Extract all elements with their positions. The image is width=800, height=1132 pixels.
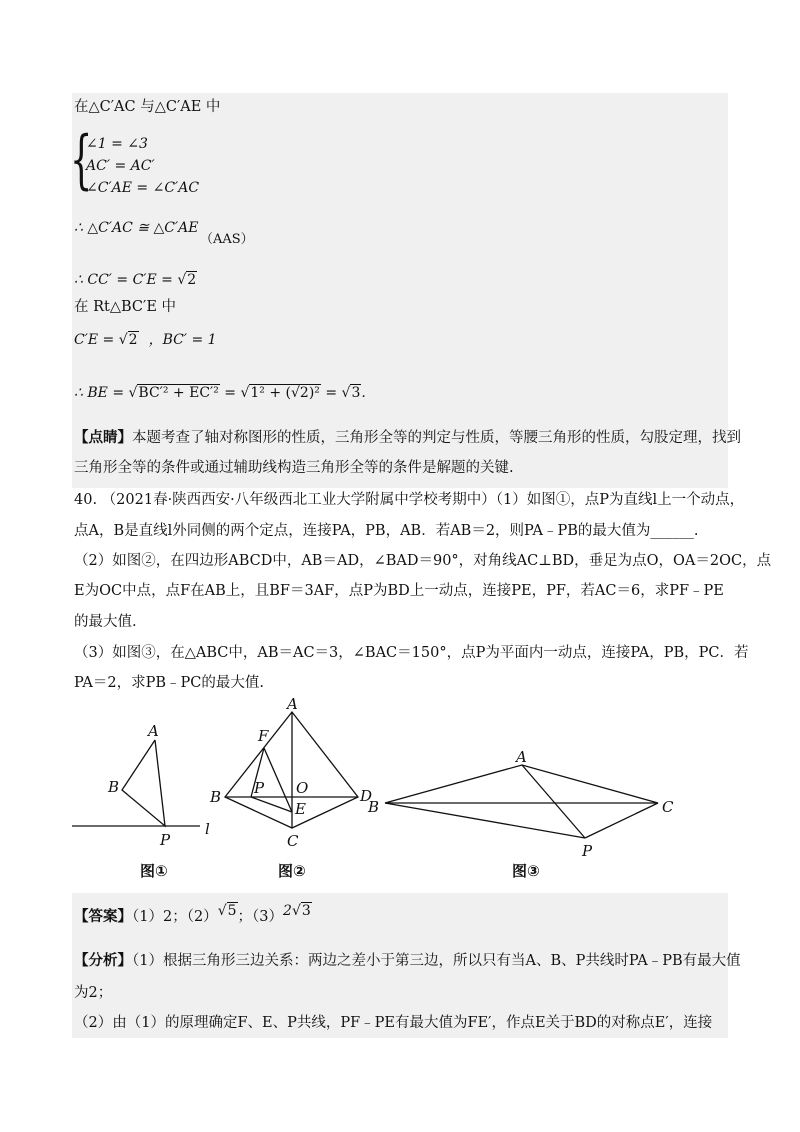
sqrt-2: √2: [177, 272, 197, 288]
fig1-label-a: A: [148, 722, 159, 740]
question-text-1: （2021春·陕西西安·八年级西北工业大学附属中学校考期中）（1）如图①，点P为直线l上一个动点，: [101, 492, 745, 508]
system-brace: {: [70, 123, 93, 197]
fig1-caption: 图①: [140, 862, 168, 880]
sqrt-be: √BC′² + EC′²: [128, 385, 219, 401]
figure-3: [385, 765, 658, 838]
fig1-label-p: P: [160, 831, 171, 849]
fig3-label-p: P: [582, 842, 593, 860]
answer-sqrt-5: √5: [217, 903, 237, 919]
fig3-caption: 图③: [512, 862, 540, 880]
question-line-5: 的最大值.: [74, 614, 137, 630]
fig2-label-o: O: [296, 779, 309, 797]
question-line-4: E为OC中点，点F在AB上，且BF＝3AF，点P为BD上一动点，连接PE，PF，若AC＝6，求PF﹣PE: [74, 583, 724, 599]
bc-label: ，BC′ = 1: [148, 332, 217, 348]
proof-intro: 在△C′AC 与△C′AE 中: [74, 99, 221, 115]
fig3-label-c: C: [662, 798, 674, 816]
fig1-label-b: B: [108, 778, 120, 796]
segment-fe: [264, 748, 292, 812]
fig3-label-b: B: [368, 798, 380, 816]
segment-pa: [522, 765, 585, 838]
analysis-line-1: [74, 951, 741, 971]
ce-statement: [74, 330, 217, 350]
question-line-6: （3）如图③，在△ABC中，AB＝AC＝3，∠BAC＝150°，点P为平面内一动点，连接PA，PB，PC．若: [74, 645, 749, 661]
system-row-3: ∠C′AE = ∠C′AC: [86, 180, 200, 196]
answer-line: [74, 903, 312, 927]
fig2-label-a: A: [287, 695, 298, 713]
fig3-label-a: A: [516, 748, 527, 766]
fig2-caption: 图②: [278, 862, 306, 880]
figures: [0, 690, 800, 890]
sqrt-3: √3: [341, 385, 361, 401]
be-mid: =: [219, 385, 241, 401]
fig2-label-b: B: [210, 788, 222, 806]
comment-tag: 【点睛】: [74, 429, 132, 446]
triangle-abp: [122, 740, 165, 826]
fig1-label-l: l: [205, 820, 210, 838]
analysis-line-3: （2）由（1）的原理确定F、E、P共线，PF﹣PE有最大值为FE′，作点E关于BD的对称点E′，连接: [74, 1015, 713, 1031]
answer-part-2: ；（3）: [237, 909, 284, 925]
figure-1: [72, 740, 200, 826]
ce-label: C′E =: [74, 332, 119, 348]
segment-pc: [585, 803, 658, 838]
be-dot: .: [361, 385, 366, 401]
fig2-label-d: D: [360, 787, 373, 805]
question-line-3: （2）如图②，在四边形ABCD中，AB＝AD，∠BAD＝90°，对角线AC⊥BD，垂足为点O，OA＝2OC，点: [74, 553, 772, 569]
fig2-label-c: C: [287, 832, 299, 850]
be-end: =: [320, 385, 342, 401]
answer-part-1: （1）2；（2）: [132, 909, 218, 925]
be-label: ∴ BE =: [74, 385, 129, 401]
answer-coef: 2: [283, 903, 292, 919]
system-row-1: ∠1 = ∠3: [86, 136, 148, 152]
comment-line-2: 三角形全等的条件或通过辅助线构造三角形全等的条件是解题的关键.: [74, 460, 514, 476]
analysis-text-1: （1）根据三角形三边关系：两边之差小于第三边，所以只有当A、B、P共线时PA﹣PB有最大值: [132, 953, 741, 969]
rt-intro: 在 Rt△BC′E 中: [74, 299, 177, 315]
question-number: 40.: [74, 492, 98, 508]
congruent-statement: ∴ △C′AC ≅ △C′AE: [74, 220, 199, 236]
fig2-label-e: E: [295, 800, 306, 818]
analysis-tag: 【分析】: [74, 952, 132, 969]
answer-tag: 【答案】: [74, 908, 132, 925]
equal-label: ∴ CC′ = C′E =: [74, 272, 178, 288]
sqrt-be2: √1² + (√2)²: [240, 385, 320, 401]
comment-line-1: [74, 428, 741, 448]
congruent-reason: （AAS）: [200, 232, 254, 247]
comment-text-1: 本题考查了轴对称图形的性质，三角形全等的判定与性质，等腰三角形的性质，勾股定理，找到: [132, 430, 741, 446]
segment-pb: [385, 803, 585, 838]
triangle-abc: [385, 765, 658, 803]
fig2-label-f: F: [258, 727, 269, 745]
question-line-2: 点A，B是直线l外同侧的两个定点，连接PA，PB，AB．若AB＝2，则PA﹣PB的最大值为______.: [74, 523, 699, 539]
sqrt-2b: √2: [118, 332, 138, 348]
equal-statement: [74, 270, 197, 290]
answer-sqrt-3: √3: [291, 903, 311, 919]
be-statement: [74, 383, 366, 403]
system-row-2: AC′ = AC′: [86, 158, 155, 174]
fig2-label-p: P: [254, 779, 265, 797]
analysis-line-2: 为2；: [74, 985, 113, 1001]
question-line-7: PA＝2，求PB﹣PC的最大值.: [74, 675, 264, 691]
figure-2: [225, 712, 358, 828]
question-line-1: [74, 490, 744, 510]
